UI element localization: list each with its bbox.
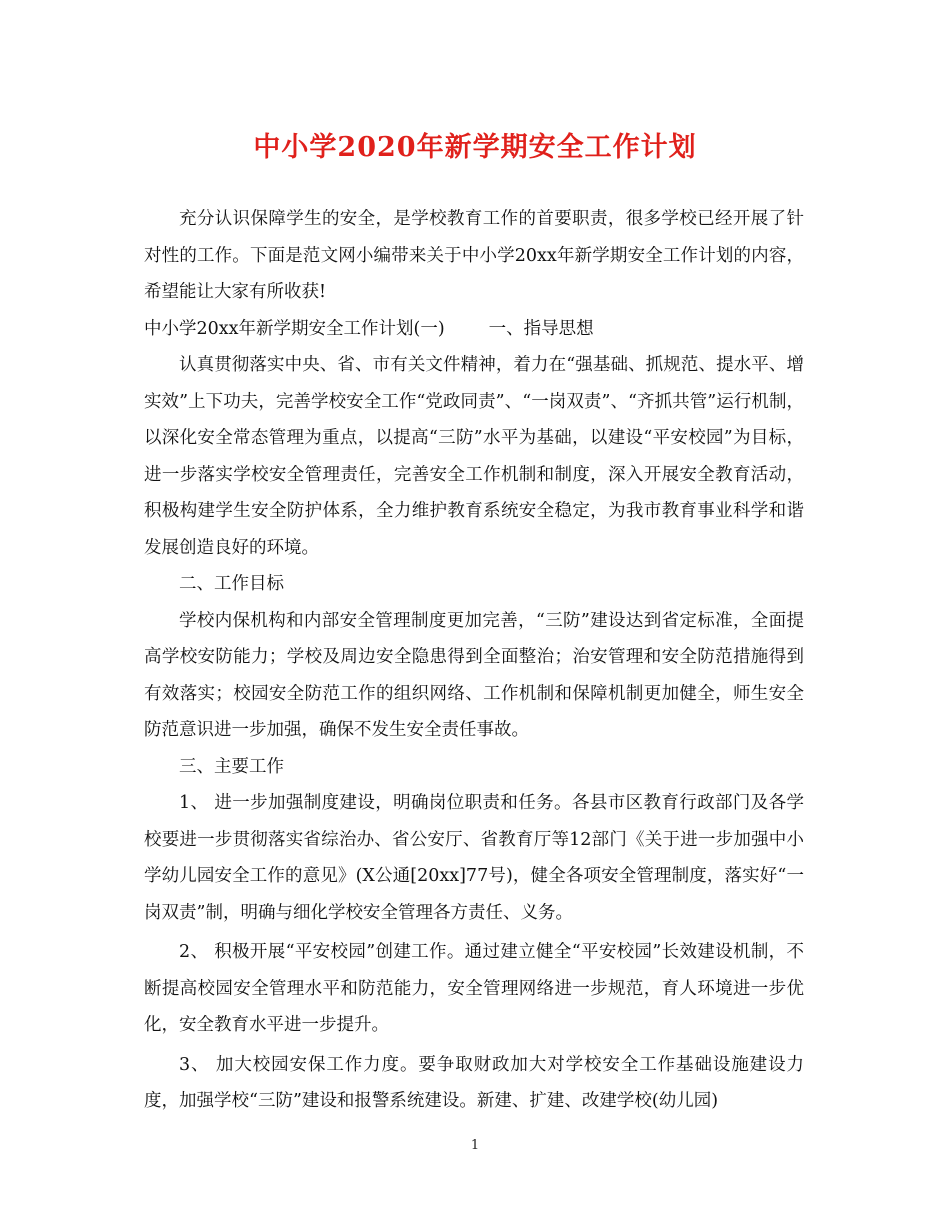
plan-subheading-line [144, 311, 804, 348]
section-heading-main-work: 三、主要工作 [179, 756, 284, 777]
document-body [144, 201, 804, 1120]
main-work-item-1: 1、 进一步加强制度建设，明确岗位职责和任务。各县市区教育行政部门及各学校要进一步贯彻落实省综治办、省公安厅、省教育厅等12部门《关于进一步加强中小学幼儿园安全工作的意见》(X公通[20xx]77号)，健全各项安全管理制度，落实好“一岗双责”制，明确与细化学校安全管理各方责任、义务。 [144, 793, 804, 923]
page-number: 1 [470, 1138, 480, 1153]
plan-title: 中小学20xx年新学期安全工作计划(一) [144, 318, 445, 339]
document-title: 中小学2020年新学期安全工作计划 [253, 132, 697, 163]
work-goals-paragraph: 学校内保机构和内部安全管理制度更加完善，“三防”建设达到省定标准，全面提高学校安防能力；学校及周边安全隐患得到全面整治；治安管理和安全防范措施得到有效落实；校园安全防范工作的组织网络、工作机制和保障机制更加健全，师生安全防范意识进一步加强，确保不发生安全责任事故。 [144, 610, 804, 740]
section-heading-guiding-thought: 一、指导思想 [488, 318, 594, 339]
intro-paragraph: 充分认识保障学生的安全，是学校教育工作的首要职责，很多学校已经开展了针对性的工作。下面是范文网小编带来关于中小学20xx年新学期安全工作计划的内容，希望能让大家有所收获! [144, 209, 804, 302]
guiding-thought-paragraph: 认真贯彻落实中央、省、市有关文件精神，着力在“强基础、抓规范、提水平、增实效”上下功夫，完善学校安全工作“党政同责”、“一岗双责”、“齐抓共管”运行机制，以深化安全常态管理为重点，以提高“三防”水平为基础，以建设“平安校园”为目标，进一步落实学校安全管理责任，完善安全工作机制和制度，深入开展安全教育活动，积极构建学生安全防护体系，全力维护教育系统安全稳定，为我市教育事业科学和谐发展创造良好的环境。 [144, 355, 804, 558]
main-work-item-3: 3、 加大校园安保工作力度。要争取财政加大对学校安全工作基础设施建设力度，加强学校“三防”建设和报警系统建设。新建、扩建、改建学校(幼儿园) [144, 1054, 804, 1111]
section-heading-work-goals: 二、工作目标 [179, 574, 284, 594]
main-work-item-2: 2、 积极开展“平安校园”创建工作。通过建立健全“平安校园”长效建设机制，不断提高校园安全管理水平和防范能力，安全管理网络进一步规范，育人环境进一步优化，安全教育水平进一步提升。 [144, 942, 804, 1035]
